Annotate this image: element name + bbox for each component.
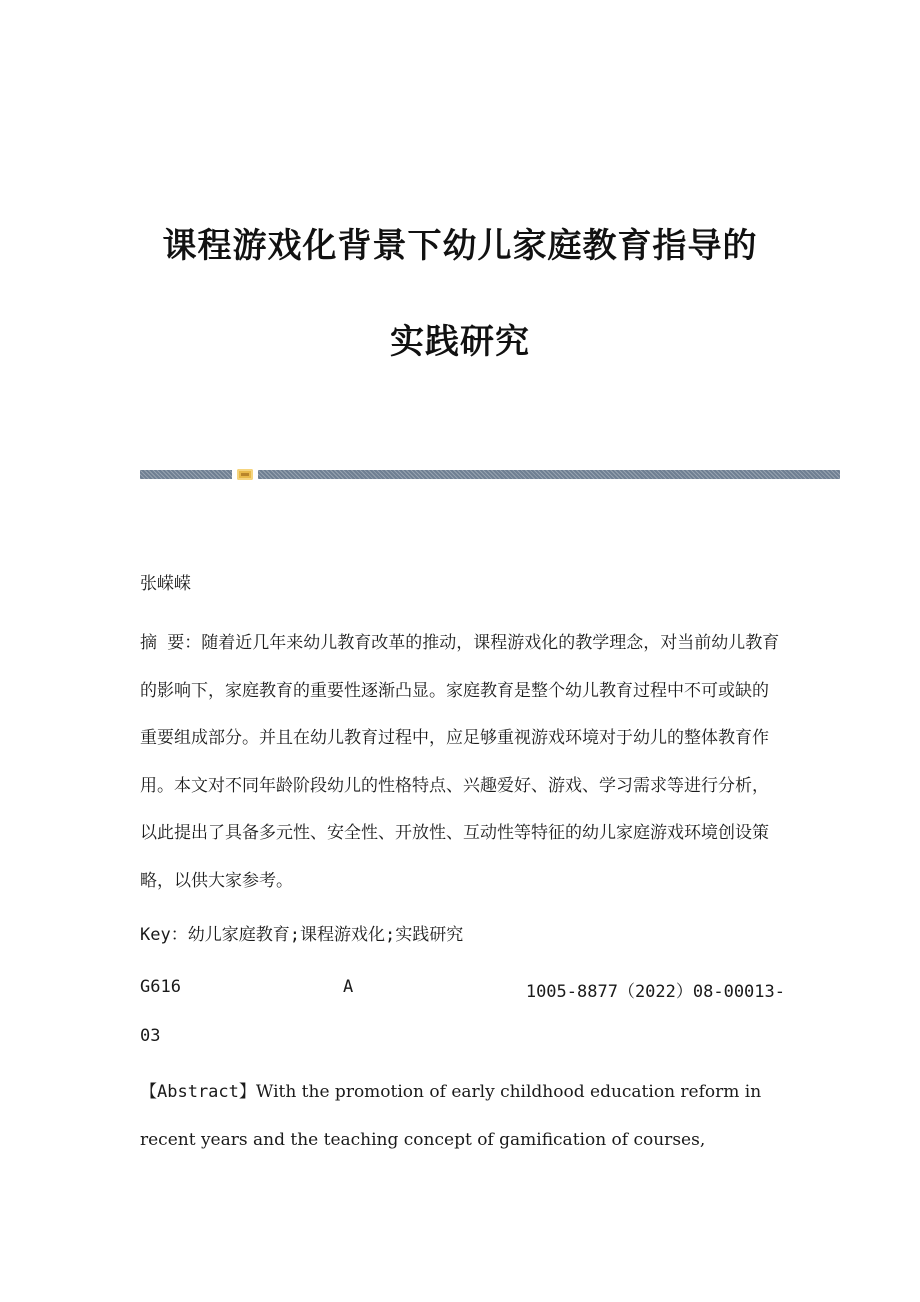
keywords-text: 幼儿家庭教育;课程游戏化;实践研究 xyxy=(187,925,464,945)
divider-bar-left xyxy=(140,470,232,479)
divider-bar-right xyxy=(258,470,840,479)
abstract-label: 摘 要： xyxy=(140,633,202,653)
classification-row xyxy=(140,977,785,1001)
abstract-text: 随着近几年来幼儿教育改革的推动，课程游戏化的教学理念，对当前幼儿教育的影响下，家庭教育的重要性逐渐凸显。家庭教育是整个幼儿教育过程中不可或缺的重要组成部分。并且在幼儿教育过程中，应足够重视游戏环境对于幼儿的整体教育作用。本文对不同年龄阶段幼儿的性格特点、兴趣爱好、游戏、学习需求等进行分析，以此提出了具备多元性、安全性、开放性、互动性等特征的幼儿家庭游戏环境创设策略，以供大家参考。 xyxy=(140,633,780,891)
english-abstract-paragraph xyxy=(140,1068,785,1164)
article-number-continued: 03 xyxy=(140,1026,161,1046)
document-code: A xyxy=(343,977,354,997)
document-title-line-1: 课程游戏化背景下幼儿家庭教育指导的 xyxy=(162,226,758,266)
english-abstract-text: With the promotion of early childhood education reform in recent years and the teaching concept of gamification of courses, xyxy=(140,1082,762,1150)
clc-number: G616 xyxy=(140,977,181,997)
title-divider xyxy=(140,470,840,479)
author-name: 张嵘嵘 xyxy=(140,574,191,594)
article-number: 1005-8877（2022）08-00013- xyxy=(525,982,785,1002)
document-title-line-2: 实践研究 xyxy=(390,322,530,362)
english-abstract-label: 【Abstract】 xyxy=(140,1082,256,1102)
keywords-label: Key： xyxy=(140,925,188,945)
divider-ornament-icon xyxy=(237,469,253,480)
abstract-paragraph xyxy=(140,620,785,905)
keywords-line xyxy=(140,920,785,945)
